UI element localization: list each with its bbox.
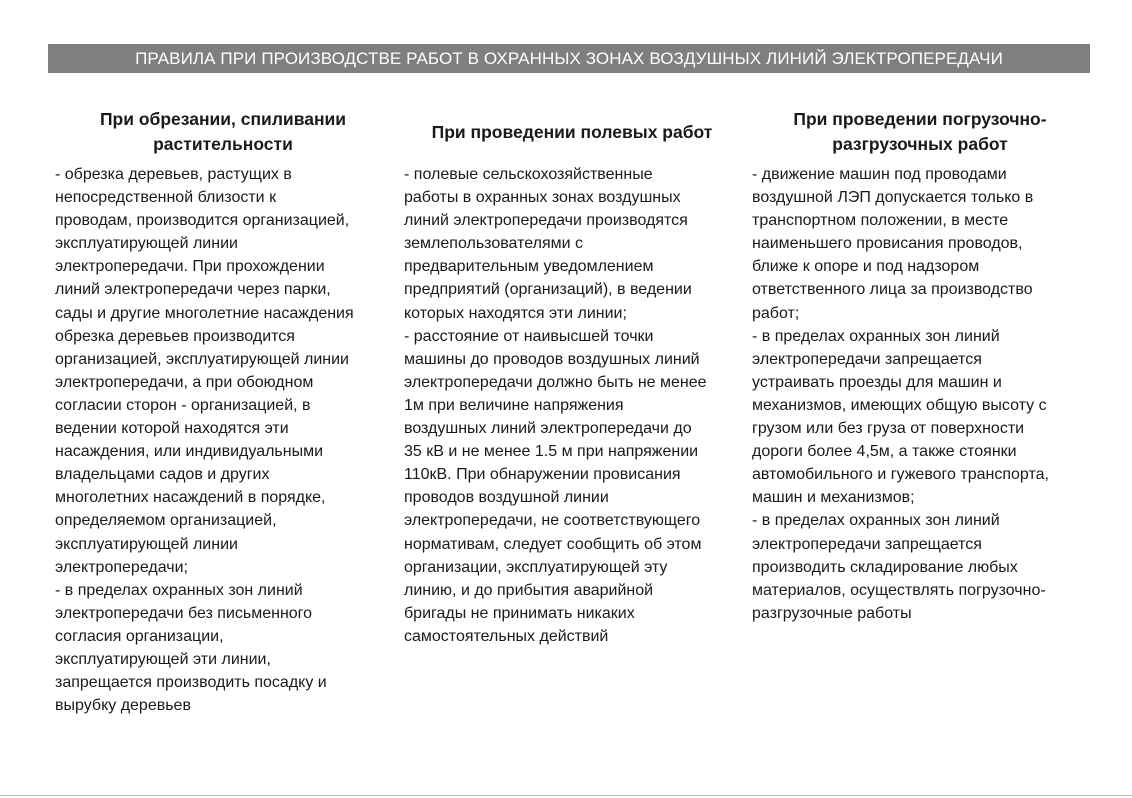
body-text-line: бригады не принимать никаких <box>404 604 635 622</box>
body-text-line: 35 кВ и не менее 1.5 м при напряжении <box>404 443 699 461</box>
body-text-line: эксплуатирующей линии <box>55 535 238 553</box>
body-text-line: наименьшего провисания проводов, <box>752 235 1023 253</box>
body-text-line: проводов воздушной линии <box>404 489 609 507</box>
body-text-line: запрещается производить посадку и <box>55 674 327 692</box>
body-text-line: землепользователями с <box>404 235 583 253</box>
body-text-line: - полевые сельскохозяйственные <box>404 166 653 183</box>
page-title-banner: ПРАВИЛА ПРИ ПРОИЗВОДСТВЕ РАБОТ В ОХРАННЫХ ЗОНАХ ВОЗДУШНЫХ ЛИНИЙ ЭЛЕКТРОПЕРЕДАЧИ <box>48 44 1090 73</box>
body-text-line: многолетних насаждений в порядке, <box>55 489 326 507</box>
body-text-line: 110кВ. При обнаружении провисания <box>404 466 681 484</box>
body-text-line: разгрузочные работы <box>752 604 912 622</box>
body-text-line: нормативам, следует сообщить об этом <box>404 535 702 553</box>
body-text-line: линий электропередачи производятся <box>404 212 688 230</box>
column-heading: При проведении погрузочно-разгрузочных работ <box>793 109 1047 154</box>
body-text-line: автомобильного и гужевого транспорта, <box>752 466 1049 484</box>
body-text-line: устраивать проезды для машин и <box>752 373 1002 391</box>
body-text-line: электропередачи запрещается <box>752 350 982 368</box>
body-text-line: механизмов, имеющих общую высоту с <box>752 396 1047 414</box>
body-text-line: электропередачи; <box>55 558 188 576</box>
body-text-line: электропередачи без письменного <box>55 604 313 622</box>
body-text-line: вырубку деревьев <box>55 697 191 715</box>
body-text-line: предварительным уведомлением <box>404 258 654 276</box>
body-text-line: электропередачи. При прохождении <box>55 258 325 276</box>
body-text-line: - в пределах охранных зон линий <box>752 512 1000 530</box>
body-text-line: согласия организации, <box>55 627 224 645</box>
body-text-line: линий электропередачи через парки, <box>55 281 331 299</box>
body-text-line: работы в охранных зонах воздушных <box>404 189 681 207</box>
body-text-line: организацией, эксплуатирующей линии <box>55 350 349 368</box>
column-heading: При обрезании, спиливании растительности <box>99 109 347 154</box>
body-text-line: дороги более 4,5м, а также стоянки <box>752 443 1017 461</box>
body-text-line: проводам, производится организацией, <box>55 212 350 230</box>
body-text-line: машин и механизмов; <box>752 489 915 507</box>
body-text-line: работ; <box>752 304 800 322</box>
body-text-line: самостоятельных действий <box>404 627 609 645</box>
body-text-line: грузом или без груза от поверхности <box>752 420 1025 438</box>
body-text-line: - расстояние от наивысшей точки <box>404 327 654 345</box>
column-loading-works <box>752 106 1088 625</box>
bottom-divider <box>0 795 1132 796</box>
body-text-line: 1м при величине напряжения <box>404 396 624 414</box>
body-text-line: электропередачи, а при обоюдном <box>55 373 314 391</box>
body-text-line: машины до проводов воздушных линий <box>404 350 700 368</box>
body-text-line: - в пределах охранных зон линий <box>55 581 303 599</box>
body-text-line: электропередачи, не соответствующего <box>404 512 701 530</box>
body-text-line: электропередачи должно быть не менее <box>404 373 707 391</box>
body-text-line: определяемом организацией, <box>55 512 277 530</box>
body-text-line: обрезка деревьев производится <box>55 327 295 345</box>
body-text-line: ближе к опоре и под надзором <box>752 258 980 276</box>
body-text-line: согласии сторон - организацией, в <box>55 396 311 414</box>
body-text-line: - в пределах охранных зон линий <box>752 327 1000 345</box>
column-field-works <box>404 106 740 648</box>
body-text-line: воздушной ЛЭП допускается только в <box>752 189 1034 207</box>
body-text-line: транспортном положении, в месте <box>752 212 1009 230</box>
body-text-line: сады и другие многолетние насаждения <box>55 304 354 322</box>
body-text-line: предприятий (организаций), в ведении <box>404 281 692 299</box>
body-text-line: электропередачи запрещается <box>752 535 982 553</box>
body-text-line: организации, эксплуатирующей эту <box>404 558 668 576</box>
column-heading: При проведении полевых работ <box>431 121 713 142</box>
body-text-line: ответственного лица за производство <box>752 281 1033 299</box>
body-text-line: - обрезка деревьев, растущих в <box>55 166 292 183</box>
body-text-line: производить складирование любых <box>752 558 1018 576</box>
body-text-line: эксплуатирующей эти линии, <box>55 650 271 668</box>
column-body <box>55 163 391 717</box>
body-text-line: непосредственной близости к <box>55 189 277 207</box>
column-vegetation-trimming <box>55 106 391 717</box>
body-text-line: ведении которой находятся эти <box>55 420 289 438</box>
body-text-line: владельцами садов и других <box>55 466 270 484</box>
body-text-line: эксплуатирующей линии <box>55 235 238 253</box>
body-text-line: материалов, осуществлять погрузочно- <box>752 581 1046 599</box>
body-text-line: линию, и до прибытия аварийной <box>404 581 654 599</box>
column-body <box>752 163 1088 625</box>
column-body <box>404 163 740 648</box>
body-text-line: которых находятся эти линии; <box>404 304 627 322</box>
body-text-line: - движение машин под проводами <box>752 166 1007 183</box>
body-text-line: воздушных линий электропередачи до <box>404 420 692 438</box>
body-text-line: насаждения, или индивидуальными <box>55 443 324 461</box>
